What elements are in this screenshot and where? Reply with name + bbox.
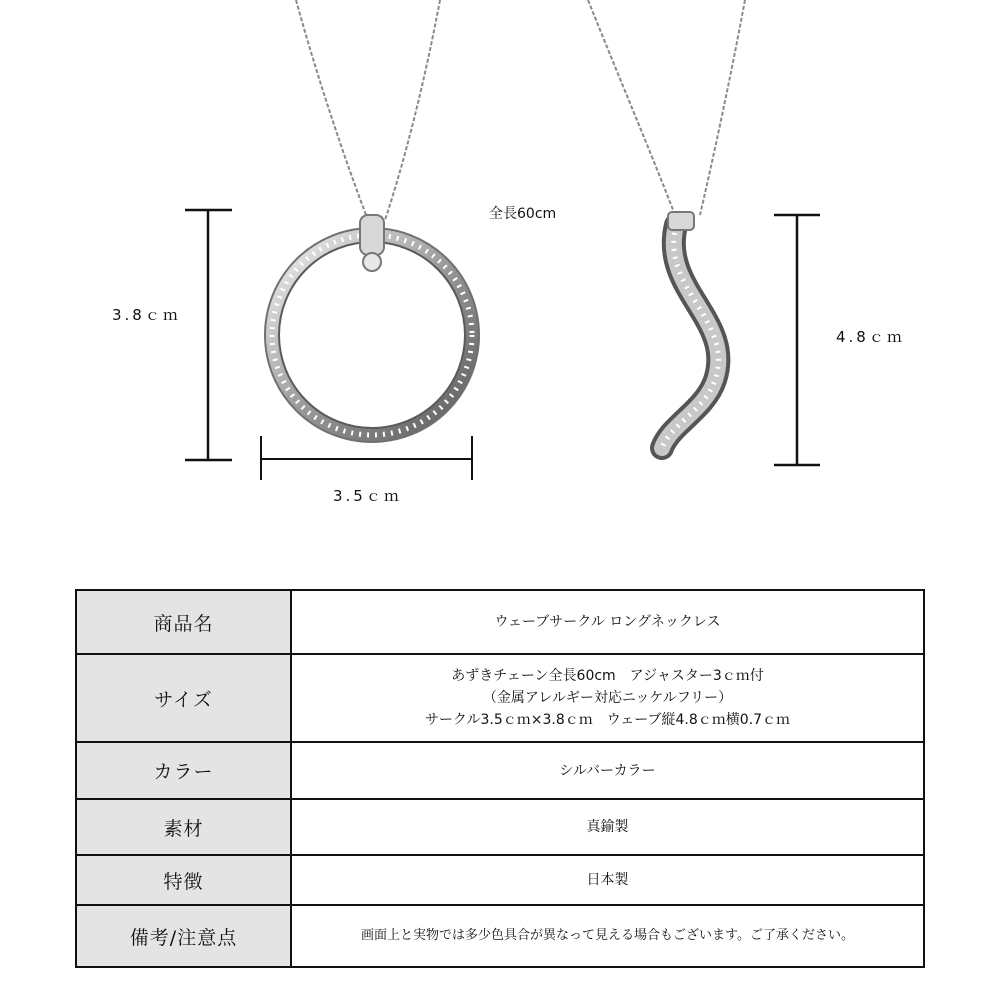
circle-height-label: 3.8ｃｍ: [112, 306, 181, 324]
row-value-product-name: [291, 590, 924, 654]
row-label-feature: 特徴: [76, 855, 291, 905]
circle-pendant-chain: [296, 0, 440, 220]
value-line: シルバーカラー: [559, 762, 656, 779]
value-line: （金属アレルギー対応ニッケルフリー）: [482, 690, 733, 706]
value-line: 真鍮製: [586, 819, 629, 835]
table-row: [76, 590, 924, 654]
spec-table-body: [76, 590, 924, 967]
wave-pendant: [662, 212, 718, 448]
wave-pendant-chain: [588, 0, 745, 215]
row-value-size: [291, 654, 924, 742]
row-value-material: [291, 799, 924, 855]
value-line: 日本製: [586, 872, 629, 888]
spec-table: [75, 589, 925, 968]
row-label-product-name: 商品名: [76, 590, 291, 654]
table-row: [76, 742, 924, 799]
row-value-notes: [291, 905, 924, 967]
wave-height-dimension: [774, 215, 820, 465]
row-label-notes: 備考/注意点: [76, 905, 291, 967]
row-label-material: 素材: [76, 799, 291, 855]
circle-pendant: [265, 215, 479, 442]
row-value-feature: [291, 855, 924, 905]
value-line: ウェーブサークル ロングネックレス: [494, 614, 721, 630]
wave-height-label: 4.8ｃｍ: [836, 328, 905, 346]
value-line: サークル3.5ｃｍ×3.8ｃｍ ウェーブ縦4.8ｃｍ横0.7ｃｍ: [424, 712, 791, 728]
row-value-color: [291, 742, 924, 799]
table-row: [76, 855, 924, 905]
chain-length-label: 全長60cm: [489, 206, 557, 222]
value-line: あずきチェーン全長60cm アジャスター3ｃｍ付: [451, 668, 764, 684]
value-line: 画面上と実物では多少色具合が異なって見える場合もございます。ご了承ください。: [361, 928, 854, 943]
table-row: [76, 654, 924, 742]
table-row: [76, 905, 924, 967]
row-label-size: サイズ: [76, 654, 291, 742]
table-row: [76, 799, 924, 855]
circle-height-dimension: [185, 210, 232, 460]
circle-width-label: 3.5ｃｍ: [333, 487, 402, 505]
row-label-color: カラー: [76, 742, 291, 799]
